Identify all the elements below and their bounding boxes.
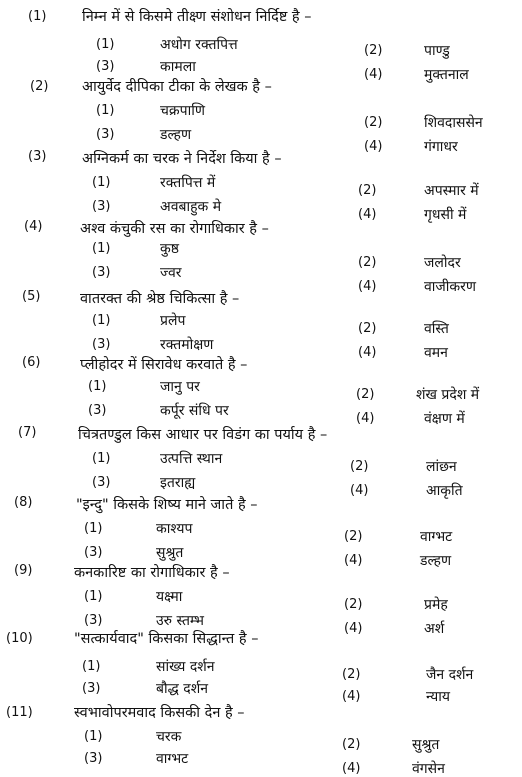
question-1-number: (1) [28, 9, 47, 24]
question-1-option-4-number: (4) [364, 67, 383, 82]
question-3-option-3-text: अवबाहुक मे [160, 199, 222, 215]
question-11-option-1-text: चरक [156, 729, 182, 745]
question-1-option-3-text: कामला [160, 59, 196, 75]
question-7-number: (7) [18, 425, 37, 440]
question-6-option-4-text: वंक्षण में [424, 411, 465, 427]
question-11-option-3-text: वाग्भट [156, 751, 189, 767]
question-1-option-4-text: मुक्तनाल [424, 67, 469, 83]
question-5-text: वातरक्त की श्रेष्ठ चिकित्सा है – [80, 291, 240, 307]
question-6-option-4-number: (4) [356, 411, 375, 426]
question-5-option-3-number: (3) [92, 337, 111, 352]
question-4-option-4-text: वाजीकरण [424, 279, 477, 295]
question-7-option-3-text: इतराह्य [160, 475, 196, 491]
question-8-option-1-number: (1) [84, 521, 103, 536]
question-3-text: अग्निकर्म का चरक ने निर्देश किया है – [82, 151, 282, 167]
question-8-option-2-text: वाग्भट [420, 529, 453, 545]
question-1-option-3-number: (3) [96, 59, 115, 74]
question-2-option-1-number: (1) [96, 103, 115, 118]
question-2-option-2-text: शिवदाससेन [424, 115, 483, 131]
question-11-option-2-number: (2) [342, 737, 361, 752]
question-10-option-3-text: बौद्ध दर्शन [156, 681, 208, 697]
question-7-text: चित्रतण्डुल किस आधार पर विडंग का पर्याय है – [78, 427, 328, 443]
question-9-option-3-number: (3) [84, 613, 103, 628]
question-6-number: (6) [22, 355, 41, 370]
question-3-number: (3) [28, 149, 47, 164]
question-10-option-4-number: (4) [342, 689, 361, 704]
question-8-number: (8) [14, 495, 33, 510]
question-11-number: (11) [6, 705, 33, 720]
question-5-option-2-number: (2) [358, 321, 377, 336]
question-2-option-2-number: (2) [364, 115, 383, 130]
question-8-text: "इन्दु" किसके शिष्य माने जाते है – [76, 497, 258, 513]
question-10-option-2-number: (2) [342, 667, 361, 682]
question-3-option-3-number: (3) [92, 199, 111, 214]
question-7-option-1-text: उत्पत्ति स्थान [160, 451, 223, 467]
question-3-option-2-number: (2) [358, 183, 377, 198]
question-9-option-1-text: यक्ष्मा [156, 589, 183, 605]
question-5-option-4-number: (4) [358, 345, 377, 360]
question-7-option-2-text: लांछन [426, 459, 457, 475]
question-4-option-3-text: ज्वर [160, 265, 182, 281]
question-11-option-2-text: सुश्रुत [412, 737, 440, 753]
question-10-option-1-text: सांख्य दर्शन [156, 659, 215, 675]
question-10-option-2-text: जैन दर्शन [426, 667, 474, 683]
question-9-option-1-number: (1) [84, 589, 103, 604]
question-9-number: (9) [14, 563, 33, 578]
question-7-option-2-number: (2) [350, 459, 369, 474]
question-8-option-2-number: (2) [344, 529, 363, 544]
question-11-option-3-number: (3) [84, 751, 103, 766]
question-9-option-2-text: प्रमेह [424, 597, 448, 613]
question-6-option-3-text: कर्पूर संधि पर [160, 403, 229, 419]
question-3-option-4-text: गृधसी में [424, 207, 467, 223]
question-4-option-1-text: कुष्ठ [160, 241, 179, 257]
question-5-option-1-text: प्रलेप [160, 313, 186, 329]
question-5-option-4-text: वमन [424, 345, 448, 361]
question-4-option-4-number: (4) [358, 279, 377, 294]
question-1-option-1-number: (1) [96, 37, 115, 52]
question-4-option-2-text: जलोदर [424, 255, 461, 271]
question-8-option-3-number: (3) [84, 545, 103, 560]
question-3-option-1-text: रक्तपित्त में [160, 175, 216, 191]
question-6-option-2-text: शंख प्रदेश में [416, 387, 480, 403]
question-2-number: (2) [30, 79, 49, 94]
question-11-option-4-text: वंगसेन [412, 761, 445, 777]
question-8-option-3-text: सुश्रुत [156, 545, 184, 561]
question-3-option-2-text: अपस्मार में [424, 183, 479, 199]
question-11-text: स्वभावोपरमवाद किसकी देन है – [74, 705, 245, 721]
question-6-option-1-number: (1) [88, 379, 107, 394]
question-6-option-2-number: (2) [356, 387, 375, 402]
question-4-number: (4) [24, 219, 43, 234]
question-8-option-1-text: काश्यप [156, 521, 193, 537]
question-4-option-1-number: (1) [92, 241, 111, 256]
question-9-option-4-text: अर्श [424, 621, 445, 637]
question-7-option-4-number: (4) [350, 483, 369, 498]
question-6-option-3-number: (3) [88, 403, 107, 418]
question-4-option-2-number: (2) [358, 255, 377, 270]
question-1-text: निम्न में से किसमे तीक्ष्ण संशोधन निर्दिष्ट है – [82, 9, 312, 25]
question-9-option-2-number: (2) [344, 597, 363, 612]
question-2-option-3-number: (3) [96, 127, 115, 142]
question-4-text: अश्व कंचुकी रस का रोगाधिकार है – [80, 221, 269, 237]
question-4-option-3-number: (3) [92, 265, 111, 280]
question-10-number: (10) [6, 631, 33, 646]
question-10-option-3-number: (3) [82, 681, 101, 696]
question-3-option-4-number: (4) [358, 207, 377, 222]
question-5-option-1-number: (1) [92, 313, 111, 328]
question-6-option-1-text: जानु पर [160, 379, 200, 395]
question-9-text: कनकारिष्ट का रोगाधिकार है – [74, 565, 230, 581]
question-7-option-3-number: (3) [92, 475, 111, 490]
question-8-option-4-text: डल्हण [420, 553, 452, 569]
question-2-option-1-text: चक्रपाणि [160, 103, 205, 119]
question-1-option-2-text: पाण्डु [424, 43, 450, 59]
question-6-text: प्लीहोदर में सिरावेध करवाते है – [80, 357, 248, 373]
question-9-option-4-number: (4) [344, 621, 363, 636]
question-2-option-4-text: गंगाधर [424, 139, 458, 155]
question-8-option-4-number: (4) [344, 553, 363, 568]
question-5-number: (5) [22, 289, 41, 304]
question-11-option-4-number: (4) [342, 761, 361, 776]
question-2-option-3-text: डल्हण [160, 127, 192, 143]
question-2-option-4-number: (4) [364, 139, 383, 154]
question-10-text: "सत्कार्यवाद" किसका सिद्धान्त है – [74, 631, 259, 647]
question-5-option-2-text: वस्ति [424, 321, 449, 337]
question-5-option-3-text: रक्तमोक्षण [160, 337, 214, 353]
question-10-option-1-number: (1) [82, 659, 101, 674]
question-1-option-1-text: अधोग रक्तपित्त [160, 37, 238, 53]
question-11-option-1-number: (1) [84, 729, 103, 744]
question-9-option-3-text: उरु स्तम्भ [156, 613, 204, 629]
question-1-option-2-number: (2) [364, 43, 383, 58]
question-2-text: आयुर्वेद दीपिका टीका के लेखक है – [82, 79, 272, 95]
question-7-option-4-text: आकृति [426, 483, 463, 499]
question-7-option-1-number: (1) [92, 451, 111, 466]
question-10-option-4-text: न्याय [426, 689, 450, 705]
question-3-option-1-number: (1) [92, 175, 111, 190]
